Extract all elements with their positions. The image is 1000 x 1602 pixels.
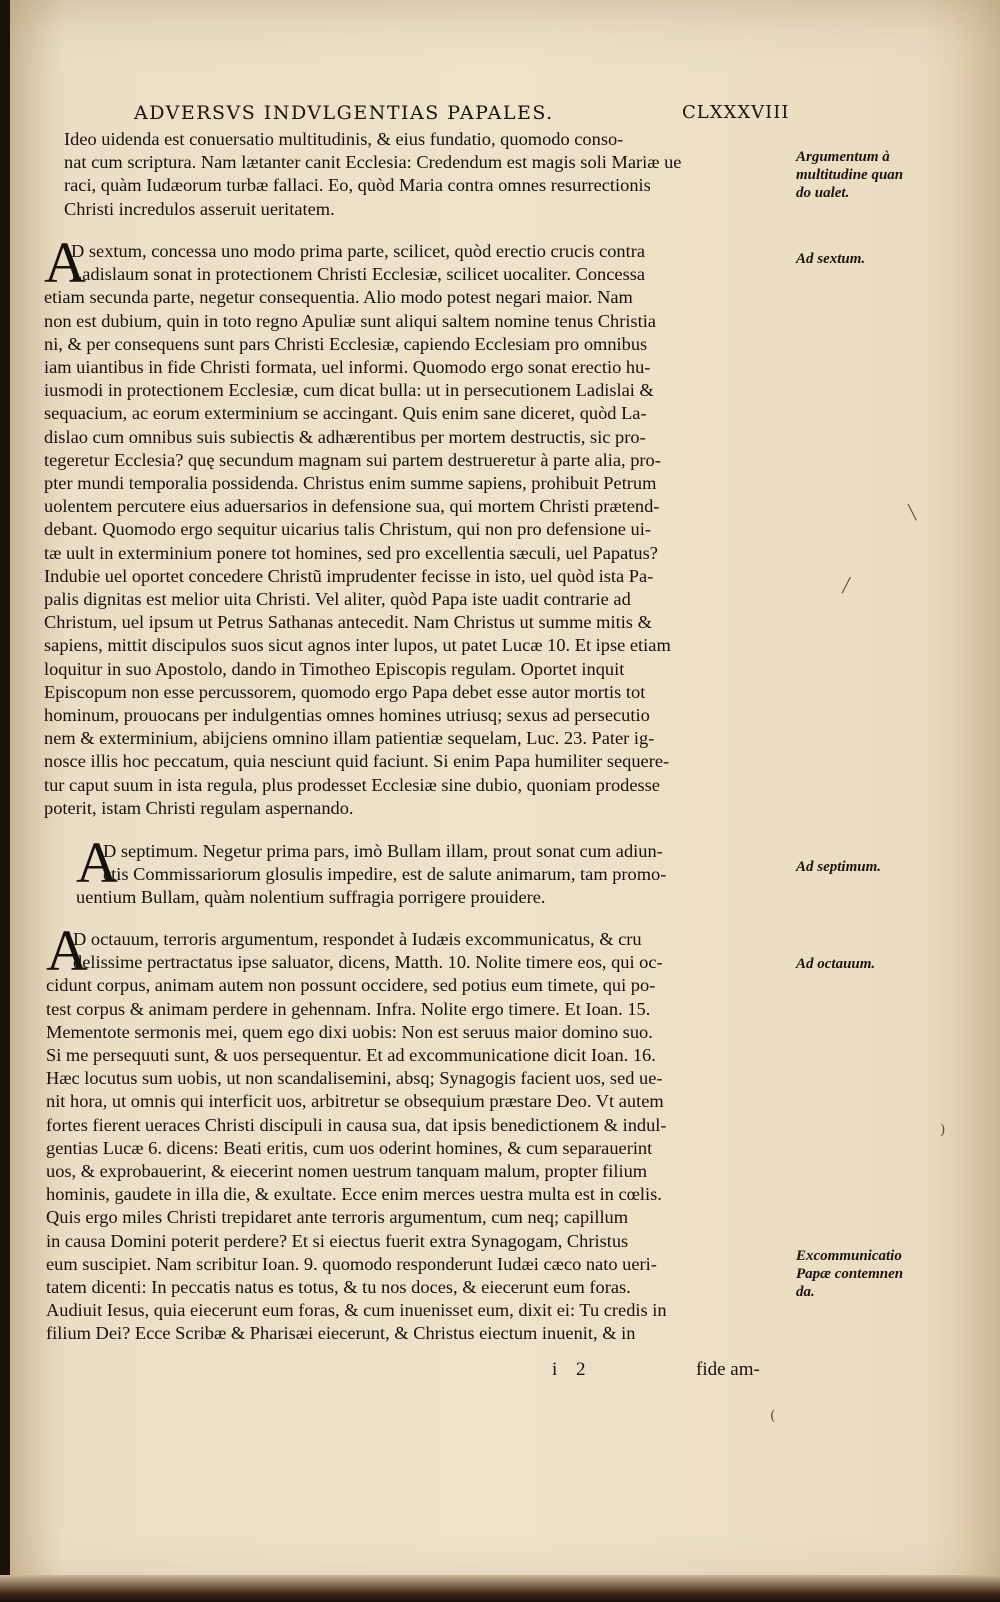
page-bottom-edge	[0, 1575, 1000, 1602]
text-line: D octauum, terroris argumentum, respondet à Iudæis excommunicatus, & cru	[73, 929, 642, 949]
text-line: sequacium, ac eorum exterminium se accingant. Quis enim sane diceret, quòd La-	[44, 403, 647, 424]
text-line: uentium Bullam, quàm nolentium suffragia porrigere prouidere.	[76, 887, 546, 908]
paragraph-ad-septimum	[76, 830, 792, 910]
text-line: tur caput suum in ista regula, plus prodesset Ecclesiæ sine dubio, quoniam prodesse	[44, 774, 660, 795]
text-line: tatem dicenti: In peccatis natus es totus, & tu nos doces, & eiecerunt eum foras.	[46, 1277, 631, 1298]
text-line: hominis, gaudete in illa die, & exultate. Ecce enim merces uestra multa est in cœlis.	[46, 1184, 662, 1205]
page-left-edge	[0, 0, 10, 1602]
text-line: tegeretur Ecclesia? quę secundum magnam sui partem destrueretur à parte alia, pro-	[44, 449, 661, 470]
drop-initial-a: A	[76, 830, 118, 895]
text-line: palis dignitas est melior uita Christi. Vel aliter, quòd Papa iste uadit contrarie ad	[44, 589, 631, 610]
text-line: iam uiantibus in fide Christi formata, uel informi. Quomodo ergo sonat erectio hu-	[44, 357, 651, 378]
text-line: dislao cum omnibus suis subiectis & adhærentibus per mortem destructis, sic pro-	[44, 426, 646, 447]
text-line: Ideo uidenda est conuersatio multitudinis, & eius fundatio, quomodo conso-	[64, 129, 624, 149]
text-line: D septimum. Negetur prima pars, imò Bullam illam, prout sonat cum adiun-	[103, 841, 663, 861]
text-line: D sextum, concessa uno modo prima parte, scilicet, quòd erectio crucis contra	[71, 241, 646, 261]
folio-number: CLXXXVIII	[682, 102, 790, 123]
text-line: cidunt corpus, animam autem non possunt occidere, sed potius eum timete, qui po-	[46, 975, 656, 996]
text-line: non est dubium, quin in toto regno Apuliæ sunt aliqui saltem nomine tenus Christia	[44, 310, 656, 331]
text-line: uos, & exprobauerint, & eiecerint nomen uestrum tanquam malum, propter filium	[46, 1161, 648, 1182]
text-line: ni, & per consequens sunt pars Christi Ecclesiæ, capiendo Ecclesiam pro omnibus	[44, 333, 648, 354]
text-line: nosce illis hoc peccatum, quia nesciunt quid faciunt. Si enim Papa humiliter sequere-	[44, 751, 670, 772]
paper-speck: ╱	[842, 578, 851, 594]
text-line: nem & exterminium, abijciens omnino illam patientiæ sequelam, Luc. 23. Pater ig-	[44, 728, 655, 749]
text-line: pter mundi temporalia possidenda. Christus enim summe sapiens, prohibuit Petrum	[44, 473, 657, 494]
text-line: sapiens, mittit discipulos suos sicut agnos inter lupos, ut patet Lucæ 10. Et ipse etiam	[44, 635, 671, 656]
paper-speck: ╲	[908, 505, 917, 521]
text-line: eum suscipiet. Nam scribitur Ioan. 9. quomodo responderunt Iudæi cæco nato ueri-	[46, 1253, 657, 1274]
book-page	[6, 0, 1000, 1602]
drop-initial-a: A	[46, 918, 88, 983]
text-line: poterit, istam Christi regulam aspernando.	[44, 797, 354, 818]
text-line: test corpus & animam perdere in gehennam. Infra. Nolite ergo timere. Et Ioan. 15.	[46, 998, 651, 1019]
text-line: fortes fierent ueraces Christi discipuli in causa sua, dat ipsis benedictionem & indul-	[46, 1114, 667, 1135]
signature-mark: i 2	[552, 1359, 586, 1380]
text-line: etiam secunda parte, negetur consequentia. Alio modo potest negari maior. Nam	[44, 287, 633, 308]
paragraph-intro	[64, 128, 774, 221]
text-line: nat cum scriptura. Nam lætanter canit Ecclesia: Credendum est magis soli Mariæ ue	[64, 152, 682, 173]
margin-note-argumentum: Argumentum à multitudine quan do ualet.	[796, 149, 904, 201]
drop-initial-a: A	[44, 230, 86, 295]
margin-note-ad-septimum: Ad septimum.	[796, 859, 882, 875]
text-line: filium Dei? Ecce Scribæ & Pharisæi eiecerunt, & Christus eiectum inuenit, & in	[46, 1323, 636, 1344]
paragraph-ad-sextum	[44, 230, 792, 820]
text-line: loquitur in suo Apostolo, dando in Timotheo Episcopis regulam. Oportet inquit	[44, 658, 625, 679]
text-line: in causa Domini poterit perdere? Et si eiectus fuerit extra Synagogam, Christus	[46, 1230, 629, 1251]
text-line: delissime pertractatus ipse saluator, dicens, Matth. 10. Nolite timere eos, qui oc-	[73, 952, 663, 973]
paper-speck: )	[940, 1122, 946, 1138]
text-line: Quis ergo miles Christi trepidaret ante terroris argumentum, cum neq; capillum	[46, 1207, 629, 1228]
text-line: hominum, prouocans per indulgentias omnes homines utriusq; sexus ad persecutio	[44, 705, 650, 726]
text-line: raci, quàm Iudæorum turbæ fallaci. Eo, quòd Maria contra omnes resurrectionis	[64, 175, 651, 196]
text-line: nit hora, ut omnis qui interficit uos, arbitretur se obsequium præstare Deo. Vt autem	[46, 1091, 664, 1112]
text-line: Ladislaum sonat in protectionem Christi Ecclesiæ, scilicet uocaliter. Concessa	[71, 264, 646, 285]
running-title: ADVERSVS INDVLGENTIAS PAPALES.	[134, 102, 554, 124]
catchword: fide am-	[696, 1359, 760, 1380]
text-line: Indubie uel oportet concedere Christũ imprudenter fecisse in isto, uel quòd ista Pa-	[44, 565, 654, 586]
text-line: uolentem percutere eius aduersarios in defensione sua, qui mortem Christi prætend-	[44, 496, 660, 517]
text-line: Mementote sermonis mei, quem ego dixi uobis: Non est seruus maior domino suo.	[46, 1021, 653, 1042]
text-line: debant. Quomodo ergo sequitur uicarius talis Christum, qui non pro defensione ui-	[44, 519, 651, 540]
text-line: Christi incredulos asseruit ueritatem.	[64, 198, 335, 219]
text-line: Episcopum non esse percussorem, quomodo ergo Papa debet esse autor mortis tot	[44, 681, 646, 702]
paragraph-ad-octauum	[46, 918, 792, 1346]
text-line: iusmodi in protectionem Ecclesiæ, cum dicat bulla: ut in persecutionem Ladislai &	[44, 380, 654, 401]
paper-speck: (	[770, 1408, 776, 1424]
text-line: Audiuit Iesus, quia eiecerunt eum foras, & cum inuenisset eum, dixit ei: Tu credis in	[46, 1300, 667, 1321]
margin-note-ad-sextum: Ad sextum.	[796, 251, 866, 267]
text-line: gentias Lucæ 6. dicens: Beati eritis, cum uos oderint homines, & cum separauerint	[46, 1137, 653, 1158]
text-line: Si me persequuti sunt, & uos persequentur. Et ad excommunicatione dicit Ioan. 16.	[46, 1045, 656, 1066]
text-line: Hæc locutus sum uobis, ut non scandalisemini, absq; Synagogis facient uos, sed ue-	[46, 1068, 663, 1089]
text-line: tæ uult in exterminium ponere tot homines, sed pro excellentia sæculi, uel Papatus?	[44, 542, 658, 563]
text-line: ctis Commissariorum glosulis impedire, est de salute animarum, tam promo-	[103, 864, 667, 885]
text-line: Christum, uel ipsum ut Petrus Sathanas antecedit. Nam Christus ut summe mitis &	[44, 612, 652, 633]
margin-note-ad-octauum: Ad octauum.	[796, 956, 876, 972]
margin-note-excommunicatio: Excommunicatio Papæ contemnen da.	[796, 1248, 904, 1300]
